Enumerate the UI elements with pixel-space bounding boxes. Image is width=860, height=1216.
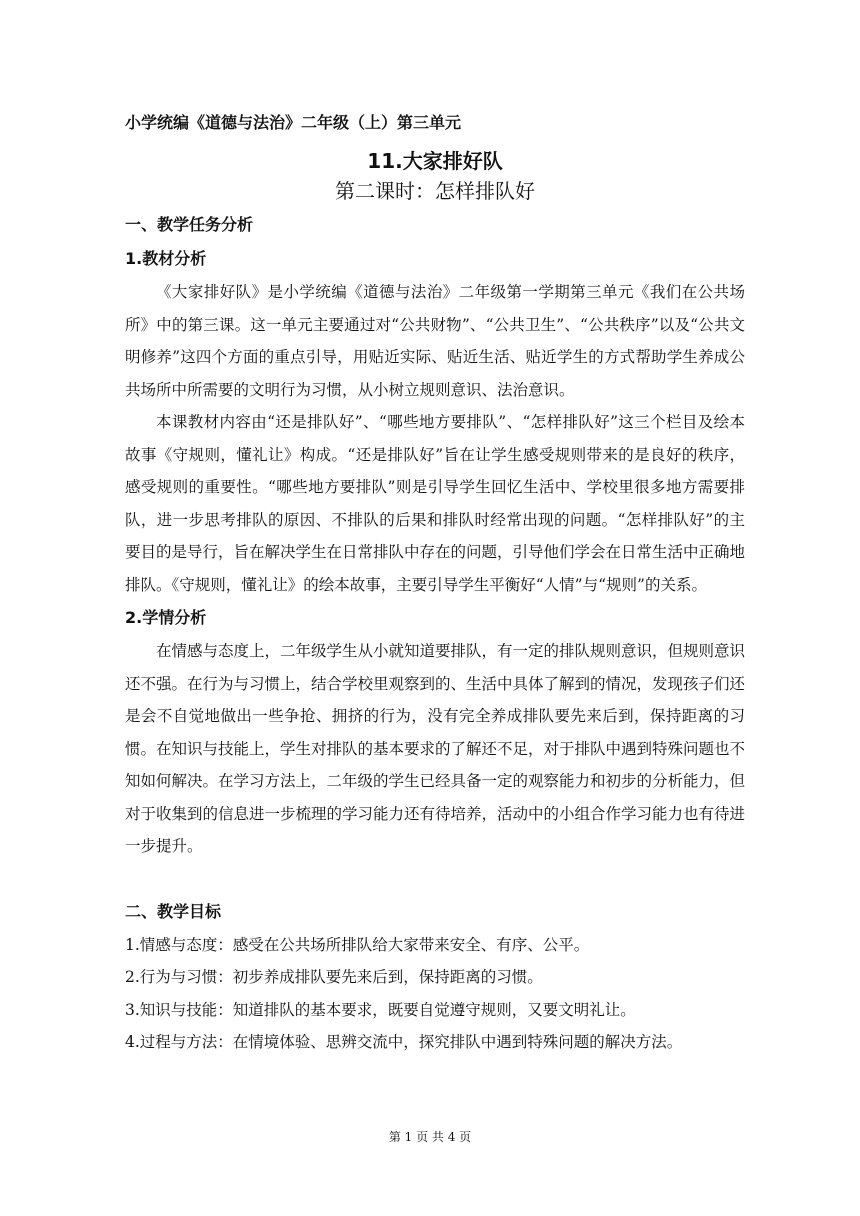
section-heading-task-analysis: 一、教学任务分析 [125, 215, 254, 234]
objective-item: 3.知识与技能：知道排队的基本要求，既要自觉遵守规则，又要文明礼让。 [125, 1000, 636, 1019]
paragraph: 本课教材内容由“还是排队好”、“哪些地方要排队”、“怎样排队好”这三个栏目及绘本故事《守规则，懂礼让》构成。“还是排队好”旨在让学生感受规则带来的是良好的秩序，感受规则的重要性。“哪些地方要排队”则是引导学生回忆生活中、学校里很多地方需要排队，进一步思考排队的原因、不排队的后果和排队时经常出现的问题。“怎样排队好”的主要目的是导行，旨在解决学生在日常排队中存在的问题，引导他们学会在日常生活中正确地排队。《守规则，懂礼让》的绘本故事，主要引导学生平衡好“人情”与“规则”的关系。 [125, 413, 746, 594]
objective-item: 4.过程与方法：在情境体验、思辨交流中，探究排队中遇到特殊问题的解决方法。 [125, 1033, 683, 1051]
paragraph: 在情感与态度上，二年级学生从小就知道要排队，有一定的排队规则意识，但规则意识还不强。在行为与习惯上，结合学校里观察到的、生活中具体了解到的情况，发现孩子们还是会不自觉地做出一些争抢、拥挤的行为，没有完全养成排队要先来后到，保持距离的习惯。在知识与技能上，学生对排队的基本要求的了解还不足，对于排队中遇到特殊问题也不知如何解决。在学习方法上，二年级的学生已经具备一定的观察能力和初步的分析能力，但对于收集到的信息进一步梳理的学习能力还有待培养，活动中的小组合作学习能力也有待进一步提升。 [125, 642, 746, 855]
paragraph: 《大家排好队》是小学统编《道德与法治》二年级第一学期第三单元《我们在公共场所》中的第三课。这一单元主要通过对“公共财物”、“公共卫生”、“公共秩序”以及“公共文明修养”这四个方面的重点引导，用贴近实际、贴近生活、贴近学生的方式帮助学生养成公共场所中所需要的文明行为习惯，从小树立规则意识、法治意识。 [125, 283, 745, 399]
objective-item: 1.情感与态度：感受在公共场所排队给大家带来安全、有序、公平。 [125, 935, 590, 954]
lesson-title: 11.大家排好队 [367, 149, 503, 173]
objective-item: 2.行为与习惯：初步养成排队要先来后到，保持距离的习惯。 [125, 968, 543, 986]
subsection-heading-learners: 2.学情分析 [125, 608, 207, 627]
document-body [125, 110, 745, 1059]
lesson-subtitle: 第二课时：怎样排队好 [335, 179, 535, 203]
subsection-heading-textbook: 1.教材分析 [125, 249, 207, 268]
page-footer: 第 1 页 共 4 页 [388, 1130, 472, 1144]
section-heading-objectives: 二、教学目标 [125, 901, 222, 921]
unit-header: 小学统编《道德与法治》二年级（上）第三单元 [125, 113, 462, 132]
spacer [125, 863, 745, 895]
